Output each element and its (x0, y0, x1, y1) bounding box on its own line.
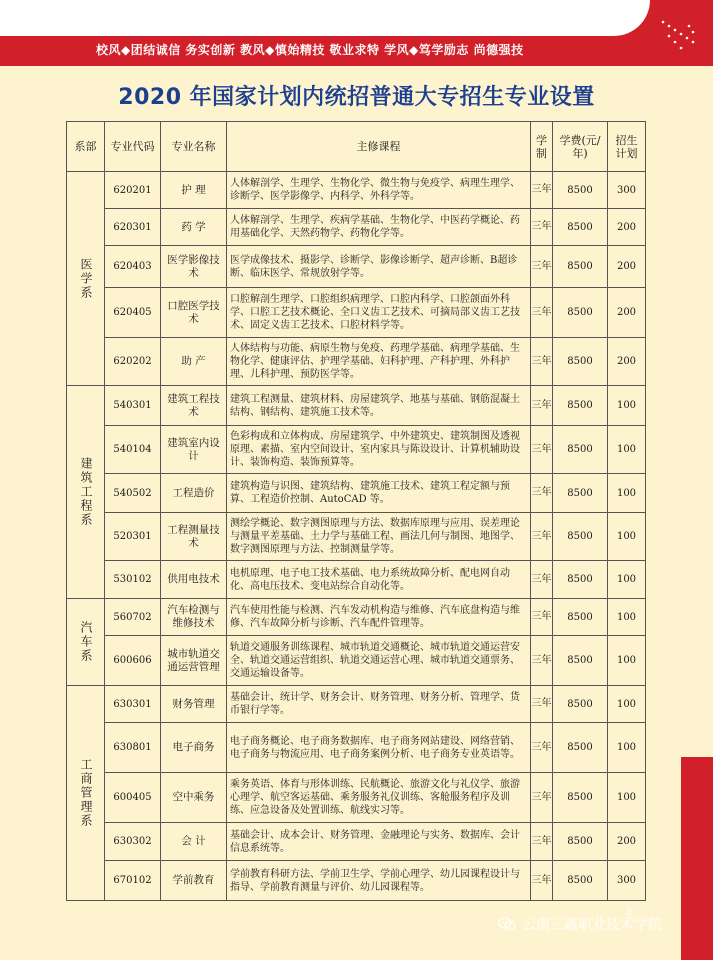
fee-cell: 8500 (553, 338, 608, 386)
table-row (67, 209, 646, 246)
name-cell: 城市轨道交通运营管理 (161, 636, 227, 686)
code-cell: 540502 (105, 474, 161, 513)
quota-cell: 100 (608, 723, 646, 773)
dept-cell: 工商管理系 (67, 686, 105, 901)
years-cell: 三年 (531, 246, 553, 288)
quota-cell: 200 (608, 288, 646, 338)
dept-cell: 汽车系 (67, 599, 105, 686)
name-cell: 空中乘务 (161, 773, 227, 823)
quota-cell: 100 (608, 686, 646, 723)
courses-cell: 电机原理、电子电工技术基础、电力系统故障分析、配电网自动化、高电压技术、变电站综合自动化等。 (227, 561, 531, 599)
table-row (67, 561, 646, 599)
dept-cell: 医学系 (67, 172, 105, 386)
fee-cell: 8500 (553, 861, 608, 901)
quota-cell: 100 (608, 426, 646, 474)
name-cell: 汽车检测与维修技术 (161, 599, 227, 636)
name-cell: 财务管理 (161, 686, 227, 723)
footer-account (498, 914, 662, 934)
years-cell: 三年 (531, 386, 553, 426)
quota-cell: 100 (608, 561, 646, 599)
code-cell: 530102 (105, 561, 161, 599)
table-row (67, 246, 646, 288)
decorative-dots-icon (659, 18, 699, 58)
years-cell: 三年 (531, 338, 553, 386)
years-cell: 三年 (531, 686, 553, 723)
fee-cell: 8500 (553, 246, 608, 288)
fee-cell: 8500 (553, 599, 608, 636)
fee-cell: 8500 (553, 513, 608, 561)
top-banner (0, 0, 713, 66)
years-cell: 三年 (531, 773, 553, 823)
code-cell: 620403 (105, 246, 161, 288)
header-years: 学制 (531, 122, 553, 172)
name-cell: 药 学 (161, 209, 227, 246)
name-cell: 医学影像技术 (161, 246, 227, 288)
quota-cell: 200 (608, 823, 646, 861)
code-cell: 560702 (105, 599, 161, 636)
right-accent-bar (681, 757, 713, 960)
years-cell: 三年 (531, 288, 553, 338)
code-cell: 620405 (105, 288, 161, 338)
code-cell: 620201 (105, 172, 161, 209)
fee-cell: 8500 (553, 561, 608, 599)
name-cell: 会 计 (161, 823, 227, 861)
header-dept: 系部 (67, 122, 105, 172)
fee-cell: 8500 (553, 474, 608, 513)
years-cell: 三年 (531, 599, 553, 636)
table-header-row (67, 122, 646, 172)
years-cell: 三年 (531, 636, 553, 686)
quota-cell: 100 (608, 474, 646, 513)
fee-cell: 8500 (553, 723, 608, 773)
code-cell: 630301 (105, 686, 161, 723)
table-row (67, 773, 646, 823)
fee-cell: 8500 (553, 288, 608, 338)
header-fee: 学费(元/年) (553, 122, 608, 172)
quota-cell: 100 (608, 599, 646, 636)
code-cell: 600606 (105, 636, 161, 686)
table-row (67, 513, 646, 561)
name-cell: 助 产 (161, 338, 227, 386)
dept-cell: 建筑工程系 (67, 386, 105, 599)
account-name: 云南三鑫职业技术学院 (522, 917, 662, 933)
table-row (67, 861, 646, 901)
table-row (67, 172, 646, 209)
code-cell: 600405 (105, 773, 161, 823)
courses-cell: 建筑工程测量、建筑材料、房屋建筑学、地基与基础、钢筋混凝土结构、钢结构、建筑施工技术等。 (227, 386, 531, 426)
years-cell: 三年 (531, 474, 553, 513)
courses-cell: 人体解剖学、生理学、生物化学、微生物与免疫学、病理生理学、诊断学、医学影像学、内科学、外科学等。 (227, 172, 531, 209)
fee-cell: 8500 (553, 209, 608, 246)
years-cell: 三年 (531, 172, 553, 209)
table-row (67, 823, 646, 861)
quota-cell: 200 (608, 246, 646, 288)
years-cell: 三年 (531, 513, 553, 561)
fee-cell: 8500 (553, 386, 608, 426)
code-cell: 620202 (105, 338, 161, 386)
courses-cell: 测绘学概论、数字测图原理与方法、数据库原理与应用、误差理论与测量平差基础、土力学与基础工程、画法几何与制图、地图学、数字测图原理与方法、控制测量学等。 (227, 513, 531, 561)
quota-cell: 100 (608, 773, 646, 823)
name-cell: 工程造价 (161, 474, 227, 513)
name-cell: 学前教育 (161, 861, 227, 901)
courses-cell: 医学成像技术、摄影学、诊断学、影像诊断学、超声诊断、B超诊断、临床医学、常规放射学等。 (227, 246, 531, 288)
quota-cell: 300 (608, 172, 646, 209)
years-cell: 三年 (531, 561, 553, 599)
courses-cell: 电子商务概论、电子商务数据库、电子商务网站建设、网络营销、电子商务与物流应用、电子商务案例分析、电子商务专业英语等。 (227, 723, 531, 773)
code-cell: 670102 (105, 861, 161, 901)
name-cell: 工程测量技术 (161, 513, 227, 561)
header-name: 专业名称 (161, 122, 227, 172)
fee-cell: 8500 (553, 172, 608, 209)
major-table (66, 121, 646, 901)
courses-cell: 口腔解剖生理学、口腔组织病理学、口腔内科学、口腔颌面外科学、口腔工艺技术概论、全口义齿工艺技术、可摘局部义齿工艺技术、固定义齿工艺技术、口腔材料学等。 (227, 288, 531, 338)
quota-cell: 200 (608, 209, 646, 246)
table-row (67, 338, 646, 386)
years-cell: 三年 (531, 723, 553, 773)
courses-cell: 色彩构成和立体构成、房屋建筑学、中外建筑史、建筑制图及透视原理、素描、室内空间设计、室内家具与陈设设计、计算机辅助设计、装饰构造、装饰预算等。 (227, 426, 531, 474)
page-title: 2020 年国家计划内统招普通大专招生专业设置 (118, 85, 595, 110)
fee-cell: 8500 (553, 773, 608, 823)
years-cell: 三年 (531, 426, 553, 474)
header-courses: 主修课程 (227, 122, 531, 172)
name-cell: 建筑工程技术 (161, 386, 227, 426)
courses-cell: 汽车使用性能与检测、汽车发动机构造与维修、汽车底盘构造与维修、汽车故障分析与诊断、汽车配件管理等。 (227, 599, 531, 636)
table-row (67, 686, 646, 723)
table-row (67, 599, 646, 636)
courses-cell: 人体解剖学、生理学、疾病学基础、生物化学、中医药学概论、药用基础化学、天然药物学、药物化学等。 (227, 209, 531, 246)
table-row (67, 474, 646, 513)
years-cell: 三年 (531, 861, 553, 901)
code-cell: 630302 (105, 823, 161, 861)
page-number: 2 (626, 908, 632, 918)
table-row (67, 386, 646, 426)
quota-cell: 100 (608, 386, 646, 426)
code-cell: 520301 (105, 513, 161, 561)
header-quota: 招生计划 (608, 122, 646, 172)
courses-cell: 学前教育科研方法、学前卫生学、学前心理学、幼儿园课程设计与指导、学前教育测量与评价、幼儿园课程等。 (227, 861, 531, 901)
fee-cell: 8500 (553, 686, 608, 723)
name-cell: 电子商务 (161, 723, 227, 773)
code-cell: 620301 (105, 209, 161, 246)
quota-cell: 100 (608, 636, 646, 686)
courses-cell: 乘务英语、体育与形体训练、民航概论、旅游文化与礼仪学、旅游心理学、航空客运基础、乘务服务礼仪训练、客舱服务程序及训练、应急设备及处置训练、航线实习等。 (227, 773, 531, 823)
school-motto: 校风◆团结诚信 务实创新 教风◆慎始精技 敬业求特 学风◆笃学励志 尚德强技 (96, 43, 524, 57)
years-cell: 三年 (531, 823, 553, 861)
years-cell: 三年 (531, 209, 553, 246)
table-row (67, 723, 646, 773)
quota-cell: 200 (608, 338, 646, 386)
header-code: 专业代码 (105, 122, 161, 172)
code-cell: 540301 (105, 386, 161, 426)
quota-cell: 100 (608, 513, 646, 561)
fee-cell: 8500 (553, 823, 608, 861)
courses-cell: 人体结构与功能、病原生物与免疫、药理学基础、病理学基础、生物化学、健康评估、护理学基础、妇科护理、产科护理、外科护理、儿科护理、预防医学等。 (227, 338, 531, 386)
table-row (67, 636, 646, 686)
wechat-icon (498, 917, 516, 931)
courses-cell: 基础会计、统计学、财务会计、财务管理、财务分析、管理学、货币银行学等。 (227, 686, 531, 723)
fee-cell: 8500 (553, 426, 608, 474)
code-cell: 630801 (105, 723, 161, 773)
name-cell: 护 理 (161, 172, 227, 209)
name-cell: 建筑室内设计 (161, 426, 227, 474)
courses-cell: 建筑构造与识图、建筑结构、建筑施工技术、建筑工程定额与预算、工程造价控制、AutoCAD 等。 (227, 474, 531, 513)
table-row (67, 288, 646, 338)
quota-cell: 300 (608, 861, 646, 901)
name-cell: 供用电技术 (161, 561, 227, 599)
courses-cell: 轨道交通服务训练课程、城市轨道交通概论、城市轨道交通运营安全、轨道交通运营组织、轨道交通运营心理、城市轨道交通票务、交通运输设备等。 (227, 636, 531, 686)
table-row (67, 426, 646, 474)
code-cell: 540104 (105, 426, 161, 474)
courses-cell: 基础会计、成本会计、财务管理、金融理论与实务、数据库、会计信息系统等。 (227, 823, 531, 861)
banner-white-band (0, 0, 650, 36)
fee-cell: 8500 (553, 636, 608, 686)
name-cell: 口腔医学技术 (161, 288, 227, 338)
